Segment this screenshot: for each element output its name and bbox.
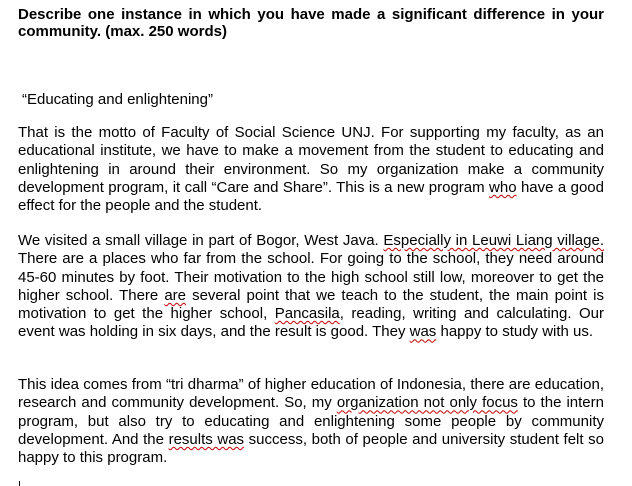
paragraph-1 (18, 124, 604, 215)
paragraph-2-text-3: several point that we teach to the student, the main point is motivation to get the higher school, (18, 286, 604, 323)
grammar-flag-village[interactable]: Especially in Leuwi Liang village. (383, 232, 604, 249)
grammar-flag-who[interactable]: who (489, 178, 517, 196)
paragraph-3-text-2: to the intern program, but also try to educating and enlightening some people by community development. And the (18, 394, 604, 448)
text-cursor (19, 481, 20, 486)
paragraph-1-text-2: have a good effect for the people and the student. (18, 178, 604, 215)
grammar-flag-are[interactable]: are (164, 286, 187, 304)
paragraph-2-text-5: happy to study with us. (436, 323, 594, 341)
essay-prompt: Describe one instance in which you have made a significant difference in your community. (max. 250 words) (18, 6, 604, 40)
motto-line: “Educating and enlightening” (22, 91, 213, 108)
paragraph-2-text-1: We visited a small village in part of Bogor, West Java. (18, 232, 384, 249)
grammar-flag-not-only-focus[interactable]: organization not only focus (336, 394, 518, 412)
paragraph-3-text-3: success, both of people and university student felt so happy to this program. (18, 430, 604, 467)
paragraph-3-text-1: This idea comes from “tri dharma” of higher education of Indonesia, there are education, research and community development. So, my (18, 376, 604, 412)
paragraph-1-text-1: That is the motto of Faculty of Social Science UNJ. For supporting my faculty, as an educational institute, we have to make a movement from the student to educating and enlightening in around their environment. So my organization make a community development program, it call “Care and Share”. This is a new program (18, 124, 604, 196)
paragraph-2 (18, 232, 604, 342)
spelling-flag-pancasila[interactable]: Pancasila (274, 305, 340, 323)
paragraph-2-text-2: There are a places who far from the school. For going to the school, they need around 45-60 minutes by foot. Their motivation to the high school still low, moreover to get the higher school. There (18, 250, 604, 304)
paragraph-3 (18, 376, 604, 467)
grammar-flag-was[interactable]: was (409, 323, 437, 341)
grammar-flag-results-was[interactable]: results was (168, 430, 245, 448)
paragraph-2-text-4: , reading, writing and calculating. Our event was holding in six days, and the result is good. They (18, 305, 604, 341)
